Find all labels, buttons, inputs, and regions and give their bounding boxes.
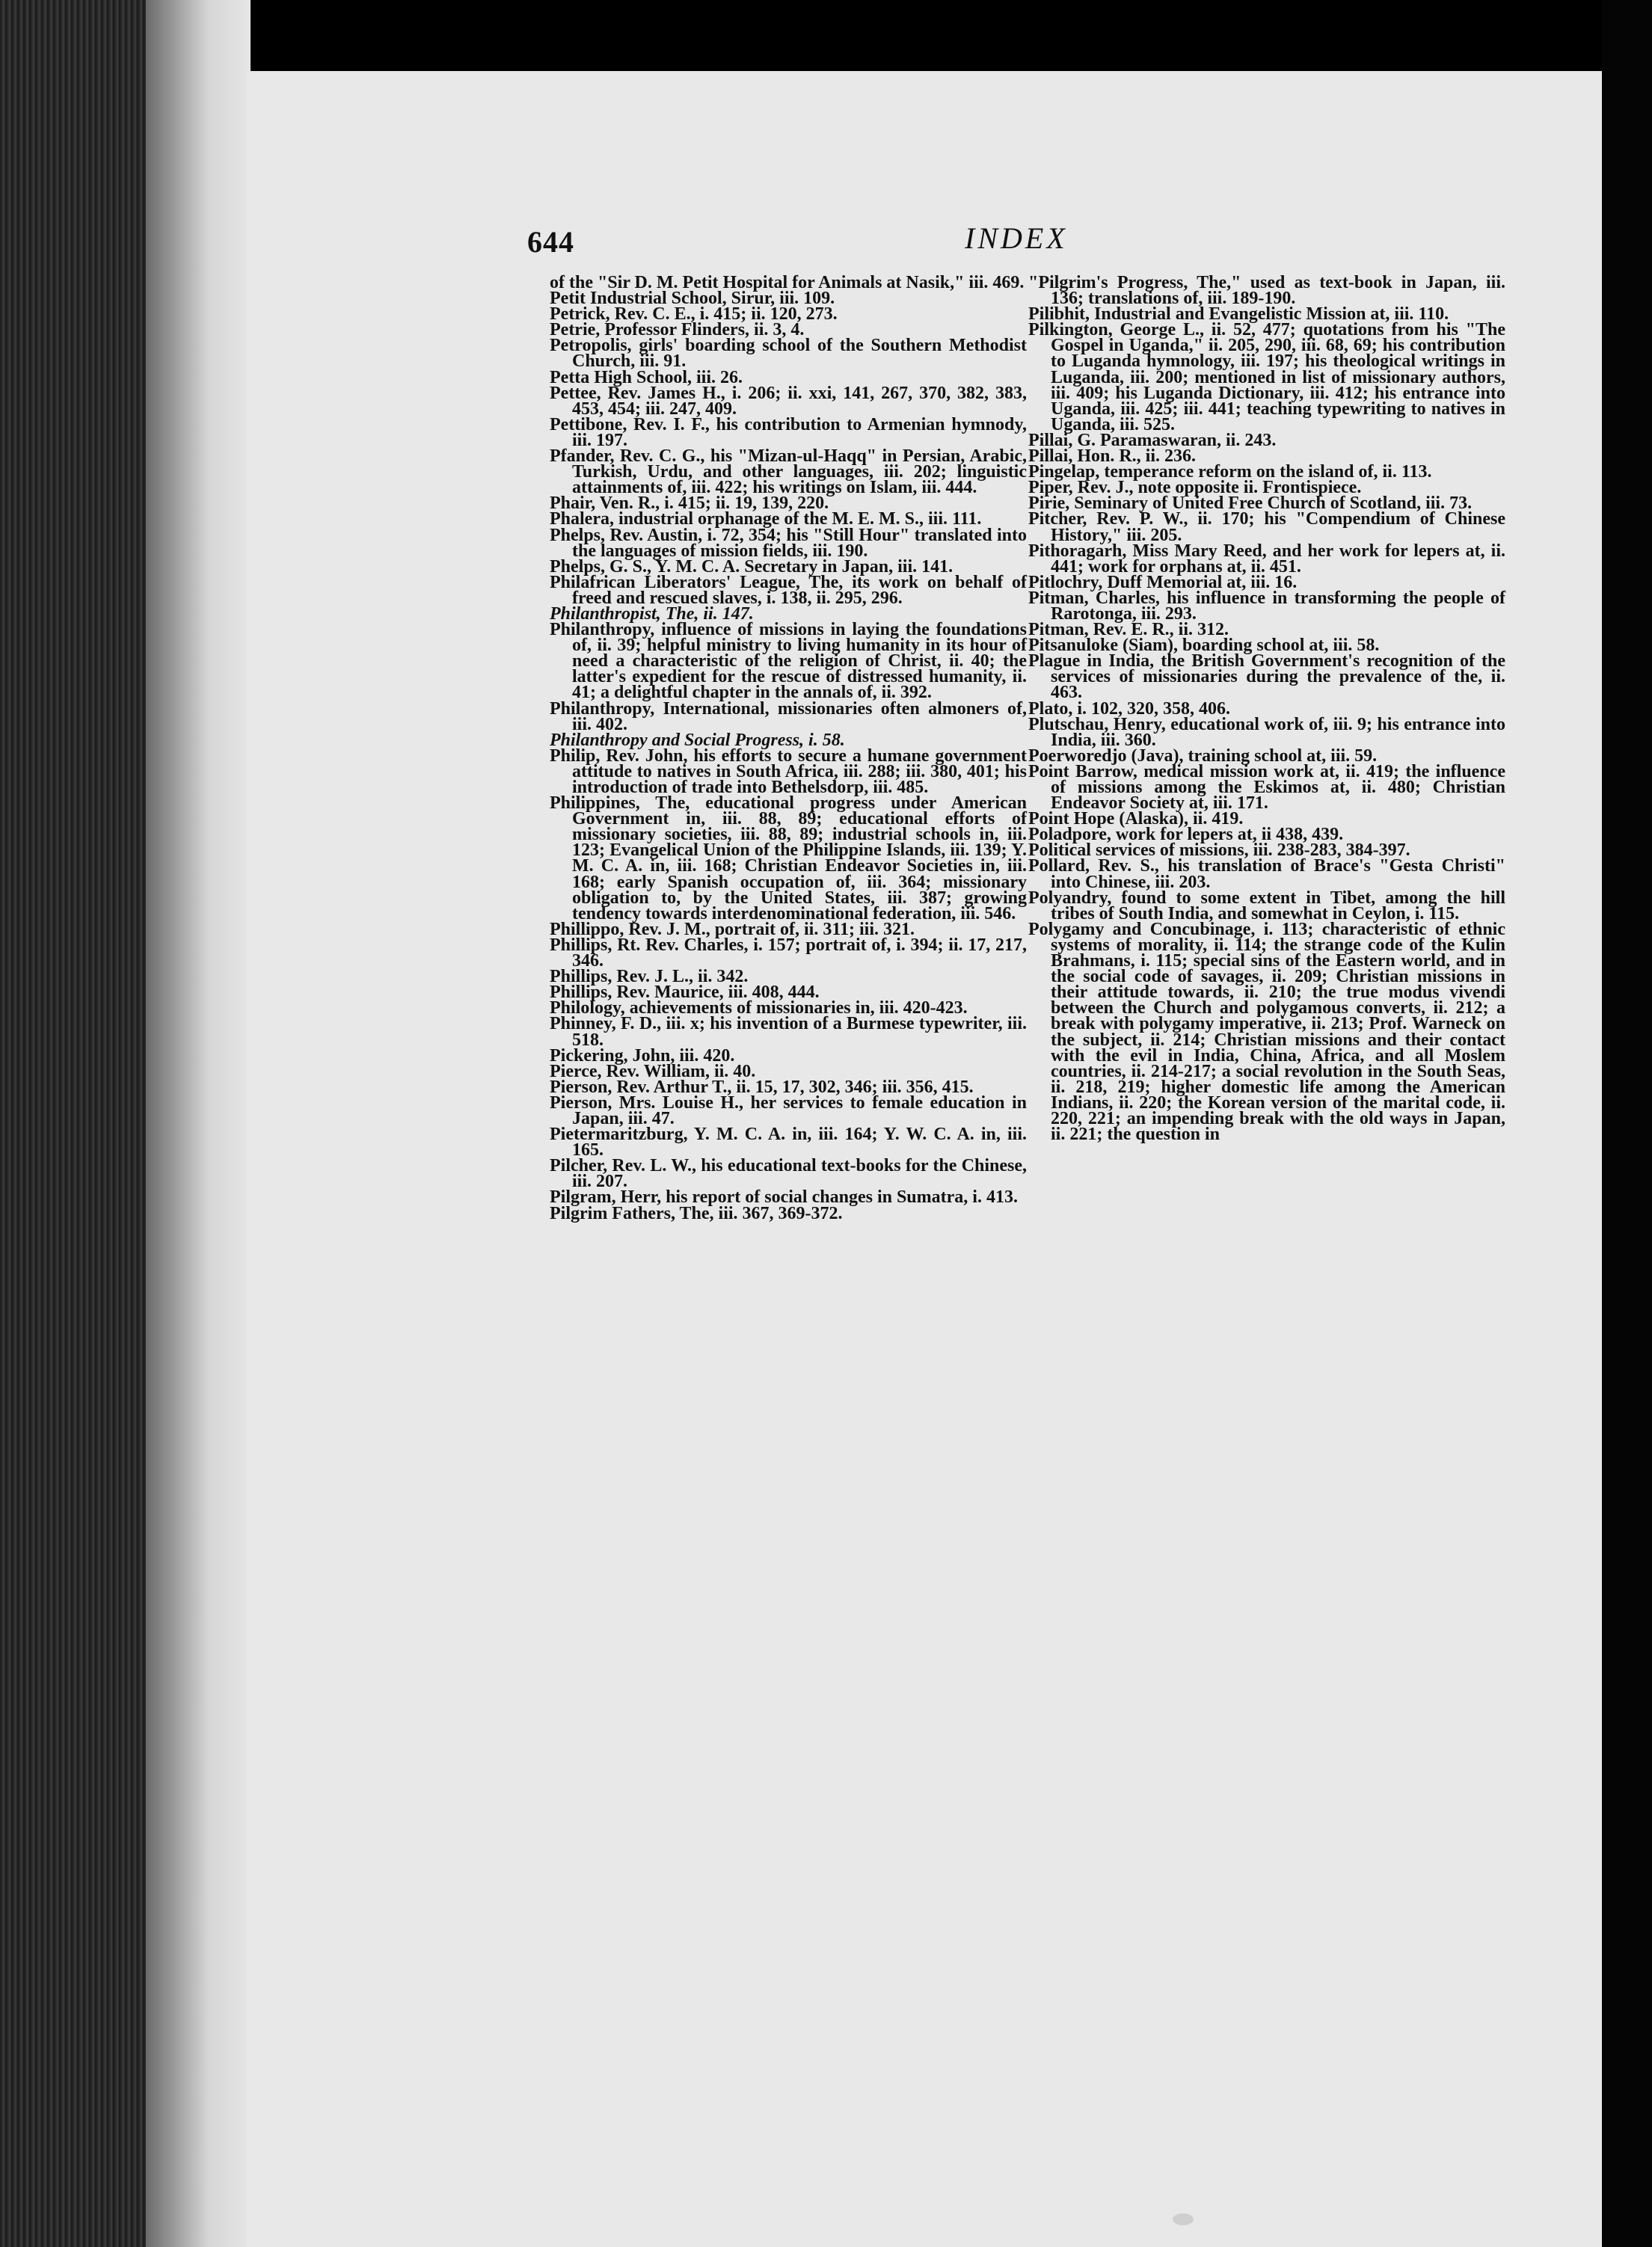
index-entry: Pilgram, Herr, his report of social changes in Sumatra, i. 413. <box>550 1187 1018 1208</box>
index-entry: Pitman, Charles, his influence in transforming the people of Rarotonga, iii. 293. <box>1028 588 1505 624</box>
index-entry: Phillips, Rev. J. L., ii. 342. <box>550 967 749 987</box>
index-entry: Philip, Rev. John, his efforts to secure a humane government attitude to natives in South Africa, iii. 288; iii. 380, 401; his introduction of trade into Bethelsdorp, iii. 485. <box>550 746 1027 797</box>
index-entry: Point Barrow, medical mission work at, ii. 419; the influence of missions among the Eskimos at, ii. 480; Christian Endeavor Society at, iii. 171. <box>1028 761 1505 814</box>
index-entry: Pettibone, Rev. I. F., his contribution to Armenian hymnody, iii. 197. <box>550 414 1027 450</box>
right-index-column <box>1028 275 1505 1143</box>
index-entry: Piper, Rev. J., note opposite ii. Frontispiece. <box>1028 478 1362 498</box>
index-entry: Phillips, Rev. Maurice, iii. 408, 444. <box>550 983 820 1003</box>
index-entry: Petit Industrial School, Sirur, iii. 109. <box>550 289 835 309</box>
index-entry: Philafrican Liberators' League, The, its work on behalf of freed and rescued slaves, i. 138, ii. 295, 296. <box>550 572 1027 608</box>
index-entry: Phelps, Rev. Austin, i. 72, 354; his "Still Hour" translated into the languages of mission fields, iii. 190. <box>550 525 1027 561</box>
index-entry: Philology, achievements of missionaries in, iii. 420-423. <box>550 998 968 1018</box>
left-index-column <box>550 275 1027 1222</box>
index-entry: Pitman, Rev. E. R., ii. 312. <box>1028 620 1229 640</box>
index-entry: Pickering, John, iii. 420. <box>550 1045 735 1066</box>
index-entry: Philanthropy, influence of missions in laying the foundations of, ii. 39; helpful ministry to living humanity in its hour of need a characteristic of the religion of Christ, ii. 40; the latter's expedient for the rescue of distressed humanity, ii. 41; a delightful chapter in the annals of, ii. 392. <box>550 620 1027 703</box>
index-entry: Pithoragarh, Miss Mary Reed, and her work for lepers at, ii. 441; work for orphans at, ii. 451. <box>1028 541 1505 577</box>
index-entry: Pierson, Mrs. Louise H., her services to female education in Japan, iii. 47. <box>550 1092 1027 1128</box>
index-entry: Philippines, The, educational progress under American Government in, iii. 88, 89; educational efforts of missionary societies, iii. 88, 89; industrial schools in, iii. 123; Evangelical Union of the Philippine Islands, iii. 139; Y. M. C. A. in, iii. 168; Christian Endeavor Societies in, iii. 168; early Spanish occupation of, iii. 364; missionary obligation to, by the United States, iii. 387; growing tendency towards interdenominational federation, iii. 546. <box>550 793 1027 923</box>
index-entry: Phair, Ven. R., i. 415; ii. 19, 139, 220. <box>550 494 829 514</box>
index-entry: Pettee, Rev. James H., i. 206; ii. xxi, 141, 267, 370, 382, 383, 453, 454; iii. 247, 409. <box>550 383 1027 419</box>
index-entry: Point Hope (Alaska), ii. 419. <box>1028 809 1244 829</box>
index-entry: Pingelap, temperance reform on the island of, ii. 113. <box>1028 462 1432 482</box>
right-border <box>1602 0 1652 2247</box>
index-entry: Pierson, Rev. Arthur T., ii. 15, 17, 302, 346; iii. 356, 415. <box>550 1077 974 1097</box>
index-entry: Pillai, G. Paramaswaran, ii. 243. <box>1028 430 1277 450</box>
index-entry: Polyandry, found to some extent in Tibet, among the hill tribes of South India, and somewhat in Ceylon, i. 115. <box>1028 888 1505 923</box>
index-entry: Phillippo, Rev. J. M., portrait of, ii. 311; iii. 321. <box>550 919 915 939</box>
index-entry: Pillai, Hon. R., ii. 236. <box>1028 446 1197 467</box>
index-entry: Pollard, Rev. S., his translation of Brace's "Gesta Christi" into Chinese, iii. 203. <box>1028 856 1505 892</box>
index-entry: Phillips, Rt. Rev. Charles, i. 157; portrait of, i. 394; ii. 17, 217, 346. <box>550 935 1027 971</box>
page-stack-edge <box>146 0 251 2247</box>
index-entry: Petrie, Professor Flinders, ii. 3, 4. <box>550 320 805 340</box>
page-number: 644 <box>527 225 574 259</box>
book-spine-edge <box>0 0 150 2247</box>
index-entry: Pilibhit, Industrial and Evangelistic Mission at, iii. 110. <box>1028 304 1449 325</box>
index-entry: Petropolis, girls' boarding school of the Southern Methodist Church, iii. 91. <box>550 336 1027 372</box>
index-entry: Phelps, G. S., Y. M. C. A. Secretary in Japan, iii. 141. <box>550 556 954 577</box>
index-entry: Phinney, F. D., iii. x; his invention of a Burmese typewriter, iii. 518. <box>550 1014 1027 1050</box>
index-entry: Plutschau, Henry, educational work of, iii. 9; his entrance into India, iii. 360. <box>1028 714 1505 750</box>
index-entry: "Pilgrim's Progress, The," used as text-book in Japan, iii. 136; translations of, iii. 189-190. <box>1028 273 1505 309</box>
index-entry: Pitlochry, Duff Memorial at, iii. 16. <box>1028 572 1298 592</box>
index-entry: Phalera, industrial orphanage of the M. E. M. S., iii. 111. <box>550 509 982 529</box>
index-entry: Political services of missions, iii. 238-283, 384-397. <box>1028 840 1410 861</box>
index-entry: Philanthropy and Social Progress, i. 58. <box>550 730 845 750</box>
index-entry: Philanthropist, The, ii. 147. <box>550 603 754 624</box>
running-head: INDEX <box>965 221 1068 255</box>
index-entry: Pierce, Rev. William, ii. 40. <box>550 1061 756 1081</box>
index-entry: Poladpore, work for lepers at, ii 438, 439. <box>1028 825 1344 845</box>
index-entry: Petta High School, iii. 26. <box>550 367 743 387</box>
index-entry: Polygamy and Concubinage, i. 113; characteristic of ethnic systems of morality, ii. 114; the strange code of the Kulin Brahmans, i. 115; special sins of the Eastern world, and in the social code of savages, ii. 209; Christian missions in their attitude towards, ii. 210; the true modus vivendi between the Church and polygamous converts, ii. 212; a break with polygamy imperative, ii. 213; Prof. Warneck on the subject, ii. 214; Christian missions and their contact with the evil in India, China, Africa, and all Moslem countries, ii. 214-217; a social revolution in the South Seas, ii. 218, 219; higher domestic life among the American Indians, ii. 220; the Korean version of the marital code, ii. 220, 221; an impending break with the old ways in Japan, ii. 221; the question in <box>1028 919 1505 1145</box>
index-entry: Philanthropy, International, missionaries often almoners of, iii. 402. <box>550 698 1027 734</box>
index-entry: Petrick, Rev. C. E., i. 415; ii. 120, 273. <box>550 304 838 325</box>
index-entry: Poerworedjo (Java), training school at, iii. 59. <box>1028 746 1378 766</box>
index-entry: of the "Sir D. M. Petit Hospital for Animals at Nasik," iii. 469. <box>550 273 1025 292</box>
index-entry: Pilgrim Fathers, The, iii. 367, 369-372. <box>550 1203 843 1223</box>
index-entry: Pfander, Rev. C. G., his "Mizan-ul-Haqq" in Persian, Arabic, Turkish, Urdu, and other languages, iii. 202; linguistic attainments of, iii. 422; his writings on Islam, iii. 444. <box>550 446 1027 498</box>
index-entry: Pilcher, Rev. L. W., his educational text-books for the Chinese, iii. 207. <box>550 1156 1027 1192</box>
scan-speck <box>1173 2213 1194 2225</box>
index-entry: Pitcher, Rev. P. W., ii. 170; his "Compendium of Chinese History," iii. 205. <box>1028 509 1505 545</box>
index-entry: Plague in India, the British Government's recognition of the services of missionaries during the prevalence of the, ii. 463. <box>1028 651 1505 703</box>
index-entry: Pilkington, George L., ii. 52, 477; quotations from his "The Gospel in Uganda," ii. 205, 290, iii. 68, 69; his contribution to Luganda hymnology, iii. 197; his theological writings in Luganda, iii. 200; mentioned in list of missionary authors, iii. 409; his Luganda Dictionary, iii. 412; his entrance into Uganda, iii. 425; iii. 441; teaching typewriting to natives in Uganda, iii. 525. <box>1028 320 1505 434</box>
index-entry: Pirie, Seminary of United Free Church of Scotland, iii. 73. <box>1028 494 1473 514</box>
index-entry: Pietermaritzburg, Y. M. C. A. in, iii. 164; Y. W. C. A. in, iii. 165. <box>550 1125 1027 1161</box>
index-entry: Pitsanuloke (Siam), boarding school at, iii. 58. <box>1028 636 1380 656</box>
index-entry: Plato, i. 102, 320, 358, 406. <box>1028 698 1230 719</box>
